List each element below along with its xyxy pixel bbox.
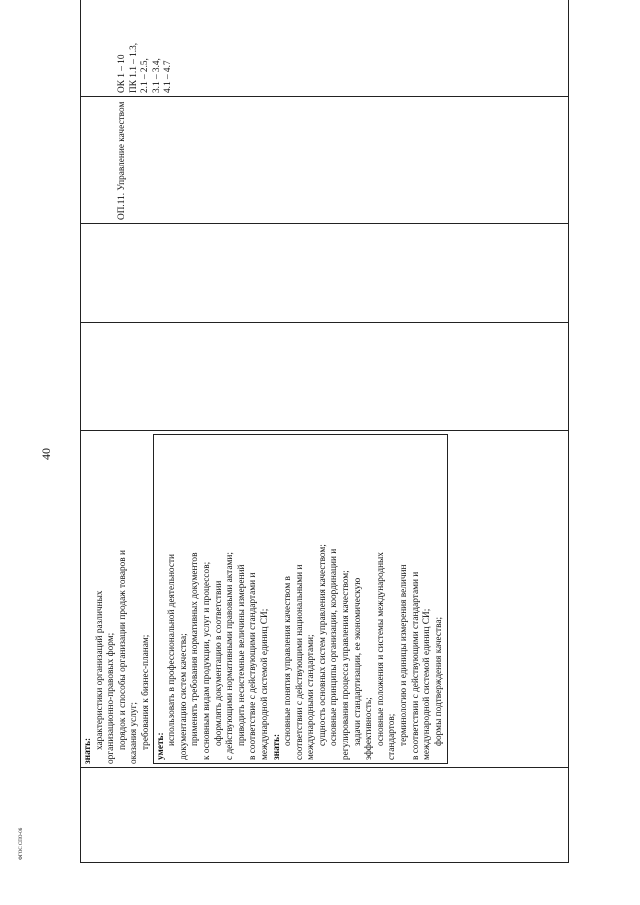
cell-hours-max — [81, 323, 569, 431]
text-line: формы подтверждения качества; — [433, 616, 444, 746]
text-line: приводить несистемные величины измерений — [236, 564, 247, 746]
text-line: порядок и способы организации продаж товаров и — [117, 550, 128, 750]
text-line: в соответствии с действующими стандартами и — [410, 571, 421, 760]
text-line: основные положения и системы международных — [375, 552, 386, 746]
competency-line: ПК 1.1 – 1.3, — [128, 42, 139, 93]
text-line: к основным видам продукции, услуг и процессов; — [201, 561, 212, 760]
text-line: международной системой единиц СИ; — [259, 608, 270, 760]
cell-competencies — [81, 0, 569, 97]
text-line: требования к бизнес-планам; — [140, 634, 151, 750]
text-line: характеристики организаций различных — [94, 590, 105, 750]
table-row — [81, 0, 569, 863]
footer-code: ФГОС СПО-06 — [19, 827, 24, 860]
know-heading-1: знать: — [83, 737, 93, 764]
text-line: соответствии с действующими национальными и — [294, 564, 305, 760]
text-line: международной системой единиц СИ; — [422, 608, 433, 760]
curriculum-table — [80, 0, 569, 863]
text-line: оказания услуг; — [129, 702, 140, 764]
text-line: международными стандартами; — [306, 634, 317, 760]
competency-line: 3.1 – 3.4, — [151, 58, 162, 93]
page-number: 40 — [39, 448, 53, 460]
competency-line: 4.1 – 4.7 — [163, 60, 174, 93]
competency-line: 2.1 – 2.5, — [140, 58, 151, 93]
text-line: регулирования процесса управления качеством; — [341, 570, 352, 760]
text-line: основные принципы организации, координации и — [329, 548, 340, 746]
text-line: оформлять документацию в соответствии — [213, 580, 224, 746]
cell-index — [81, 768, 569, 863]
table-region — [80, 37, 569, 863]
text-line: эффективность; — [364, 697, 375, 760]
text-line: документацию систем качества; — [178, 633, 189, 760]
text-line: стандартов; — [387, 713, 398, 760]
skill-heading: уметь: — [155, 732, 166, 760]
cell-discipline — [81, 97, 569, 224]
discipline-name: ОП.11. Управление качеством — [117, 101, 127, 220]
text-line: организационно-правовых форм; — [106, 632, 117, 764]
text-line: задачи стандартизации, ее экономическую — [352, 577, 363, 746]
know-heading-2: знать: — [271, 733, 282, 760]
text-line: в соответствие с действующими стандартами и — [248, 572, 259, 760]
cell-hours-class — [81, 224, 569, 323]
text-line: использовать в профессиональной деятельности — [167, 554, 178, 746]
text-line: применять требования нормативных документов — [190, 552, 201, 746]
text-line: основные понятия управления качеством в — [283, 576, 294, 746]
text-line: терминологию и единицы измерения величин — [399, 564, 410, 746]
text-line: с действующими нормативными правовыми актами; — [225, 552, 236, 760]
cell-knowledge-skills — [81, 431, 569, 768]
text-line: сущность основных систем управления качеством; — [317, 544, 328, 746]
competency-line: ОК 1 – 10 — [117, 54, 127, 93]
skills-subsection — [153, 434, 449, 764]
